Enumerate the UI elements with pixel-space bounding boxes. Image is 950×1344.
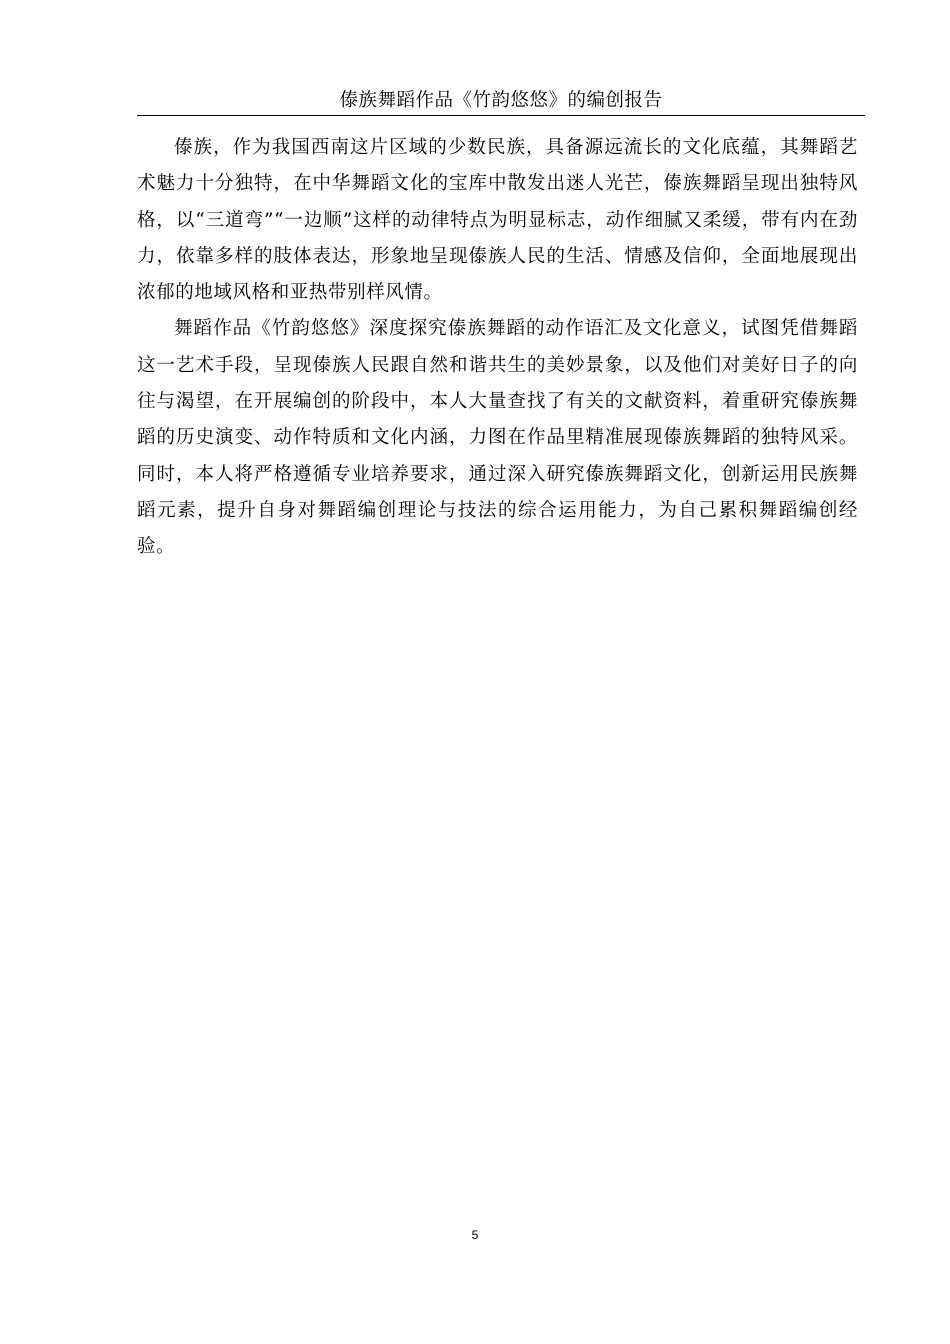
header-divider (137, 115, 865, 116)
paragraph-1: 傣族，作为我国西南这片区域的少数民族，具备源远流长的文化底蕴，其舞蹈艺术魅力十分独特，在中华舞蹈文化的宝库中散发出迷人光芒，傣族舞蹈呈现出独特风格，以“三道弯”“一边顺”这样的动律特点为明显标志，动作细腻又柔缓，带有内在劲力，依靠多样的肢体表达，形象地呈现傣族人民的生活、情感及信仰，全面地展现出浓郁的地域风格和亚热带别样风情。 (137, 137, 858, 304)
body-text (137, 130, 858, 566)
page-number: 5 (471, 1228, 479, 1242)
running-header-title: 傣族舞蹈作品《竹韵悠悠》的编创报告 (339, 90, 663, 111)
paragraph-2: 舞蹈作品《竹韵悠悠》深度探究傣族舞蹈的动作语汇及文化意义，试图凭借舞蹈这一艺术手段，呈现傣族人民跟自然和谐共生的美妙景象，以及他们对美好日子的向往与渴望，在开展编创的阶段中，本人大量查找了有关的文献资料，着重研究傣族舞蹈的历史演变、动作特质和文化内涵，力图在作品里精准展现傣族舞蹈的独特风采。同时，本人将严格遵循专业培养要求，通过深入研究傣族舞蹈文化，创新运用民族舞蹈元素，提升自身对舞蹈编创理论与技法的综合运用能力，为自己累积舞蹈编创经验。 (137, 318, 858, 558)
